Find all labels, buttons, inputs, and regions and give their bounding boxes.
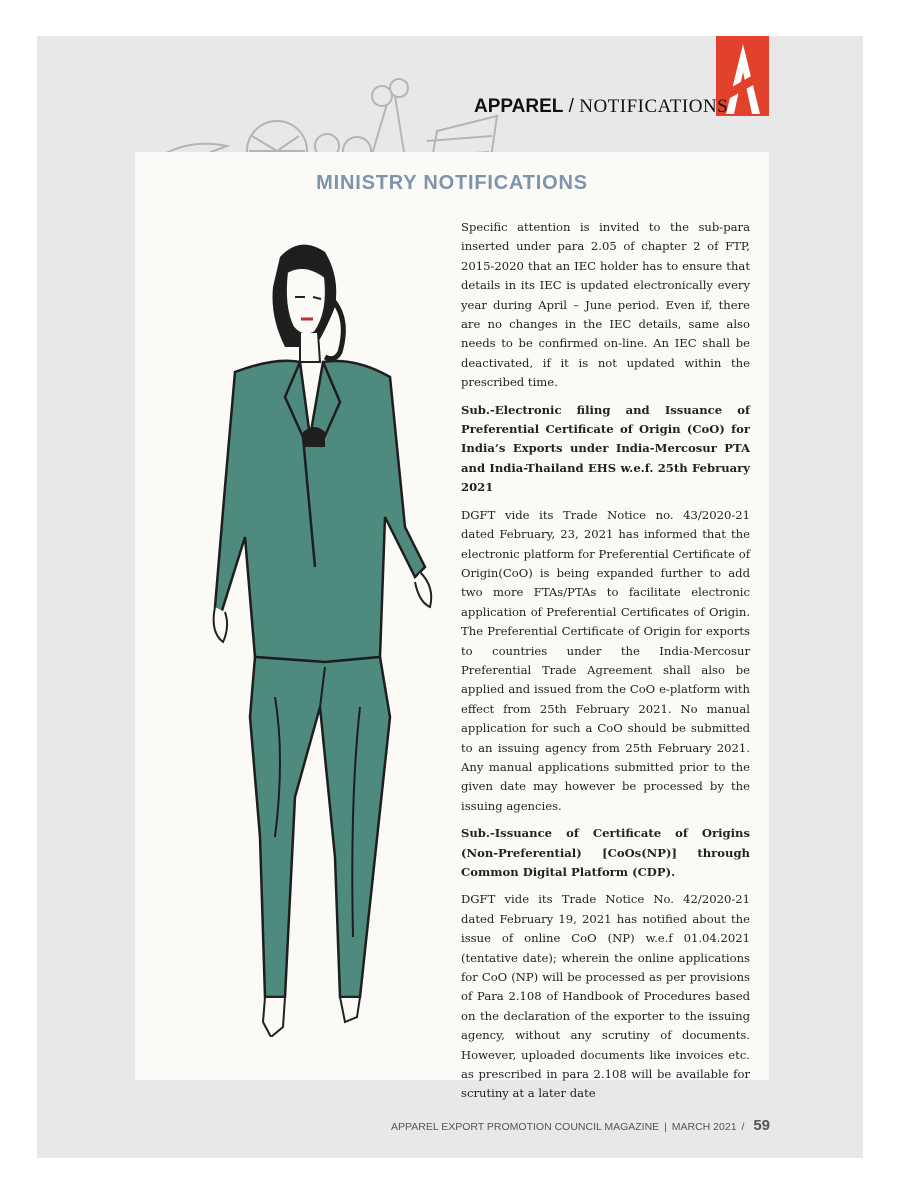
footer-date: MARCH 2021 <box>671 1121 737 1133</box>
paragraph-iec: Specific attention is invited to the sub-para inserted under para 2.05 of chapter 2 of FTP, 2015-2020 that an IEC holder has to ensure that details in its IEC is updated electronically every year during April – June period. Even if, there are no changes in the IEC details, same also needs to be confirmed on-line. An IEC shall be deactivated, if it is not updated within the prescribed time. <box>461 220 750 390</box>
footer-slash: / <box>741 1121 745 1133</box>
article-body <box>461 218 750 1112</box>
section-label-thin: NOTIFICATIONS <box>579 96 729 117</box>
section-label-separator: / <box>563 96 580 117</box>
section-label-bold: APPAREL <box>474 96 564 117</box>
woman-in-suit-illustration-icon <box>175 237 445 1037</box>
page-title: MINISTRY NOTIFICATIONS <box>316 172 588 194</box>
footer-divider: | <box>664 1121 667 1133</box>
page-footer <box>391 1117 770 1134</box>
paragraph-non-preferential-coo: DGFT vide its Trade Notice No. 42/2020-21 dated February 19, 2021 has notified about the issue of online CoO (NP) w.e.f 01.04.2021 (tentative date); wherein the online applications for CoO (NP) will be processed as per provisions of Para 2.108 of Handbook of Procedures based on the declaration of the exporter to the issuing agency, without any scrutiny of documents. However, uploaded documents like invoices etc. as prescribed in para 2.108 will be available for scrutiny at a later date <box>461 892 750 1101</box>
subheading-preferential-coo: Sub.-Electronic filing and Issuance of Preferential Certificate of Origin (CoO) for India’s Exports under India-Mercosur PTA and India-Thailand EHS w.e.f. 25th February 2021 <box>461 402 750 495</box>
footer-magazine-name: APPAREL EXPORT PROMOTION COUNCIL MAGAZINE <box>391 1121 660 1133</box>
content-panel <box>135 152 769 1101</box>
subheading-non-preferential-coo: Sub.-Issuance of Certificate of Origins (Non-Preferential) [CoOs(NP)] through Common Digital Platform (CDP). <box>461 826 750 879</box>
section-label <box>474 96 728 118</box>
paragraph-preferential-coo: DGFT vide its Trade Notice no. 43/2020-21 dated February, 23, 2021 has informed that the electronic platform for Preferential Certificate of Origin(CoO) is being expanded further to add two more FTAs/PTAs to facilitate electronic application of Preferential Certificates of Origin. The Preferential Certificate of Origin for exports to countries under the India-Mercosur Preferential Trade Agreement shall also be applied and issued from the CoO e-platform with effect from 25th February 2021. No manual application for such a CoO should be submitted to an issuing agency from 25th February 2021. Any manual applications submitted prior to the given date may however be processed by the issuing agencies. <box>461 507 750 813</box>
page-number: 59 <box>753 1117 770 1134</box>
